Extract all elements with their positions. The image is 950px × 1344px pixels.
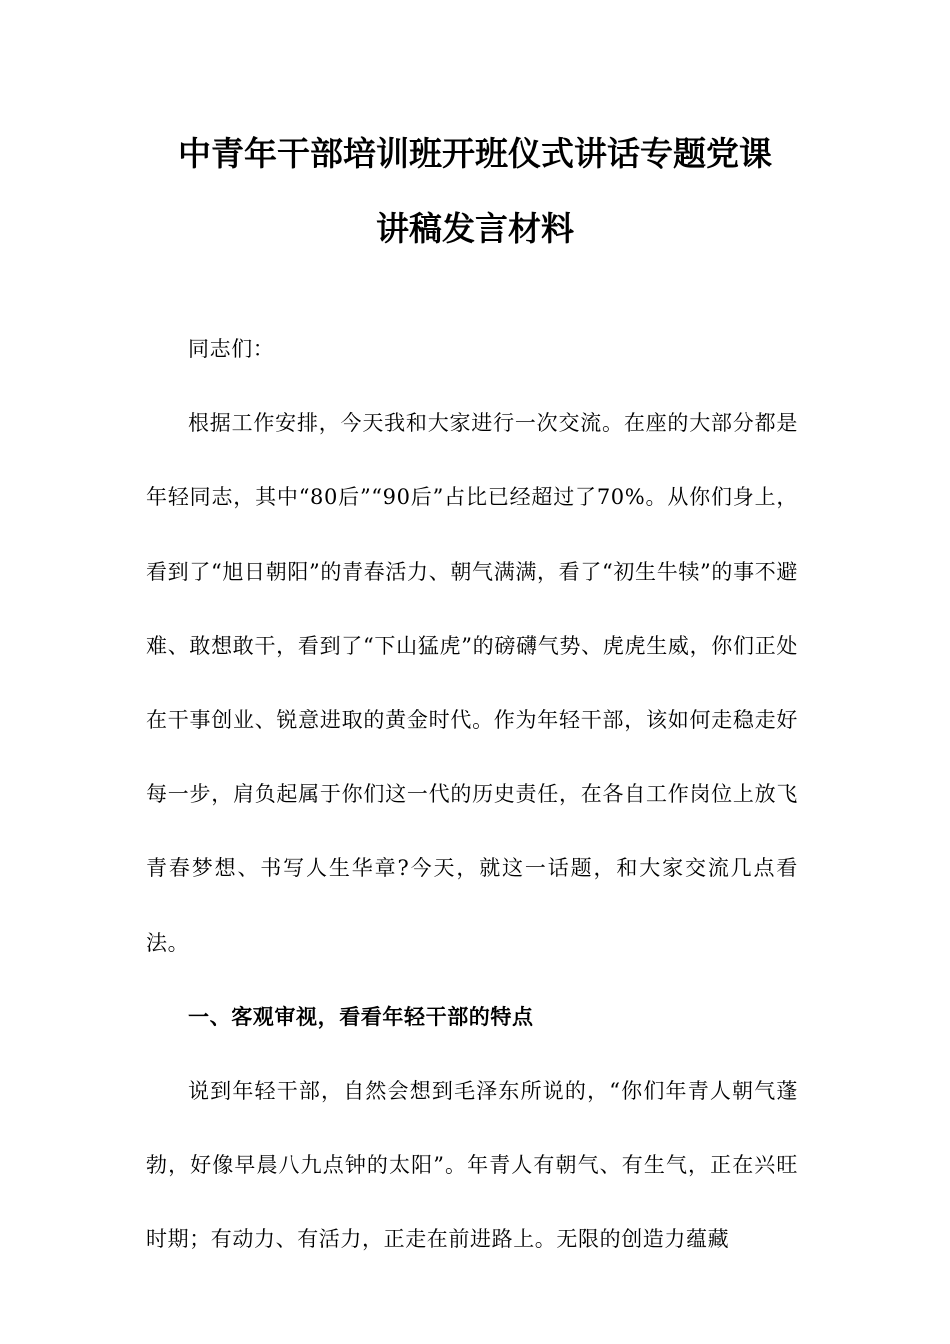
document-body	[146, 312, 798, 1277]
salutation: 同志们：	[188, 337, 275, 361]
document-title-line-1: 中青年干部培训班开班仪式讲话专题党课	[178, 134, 772, 173]
paragraph-intro: 根据工作安排，今天我和大家进行一次交流。在座的大部分都是年轻同志，其中“80后”“90后”占比已经超过了70%。从你们身上，看到了“旭日朝阳”的青春活力、朝气满满，看了“初生牛犊”的事不避难、敢想敢干，看到了“下山猛虎”的磅礴气势、虎虎生威，你们正处在干事创业、锐意进取的黄金时代。作为年轻干部，该如何走稳走好每一步，肩负起属于你们这一代的历史责任，在各自工作岗位上放飞青春梦想、书写人生华章?今天，就这一话题，和大家交流几点看法。	[146, 411, 798, 955]
paragraph-section-1: 说到年轻干部，自然会想到毛泽东所说的，“你们年青人朝气蓬勃，好像早晨八九点钟的太阳”。年青人有朝气、有生气，正在兴旺时期；有动力、有活力，正走在前进路上。无限的创造力蕴藏	[146, 1079, 798, 1252]
section-heading: 一、客观审视，看看年轻干部的特点	[188, 1003, 534, 1029]
document-title-line-2: 讲稿发言材料	[376, 209, 574, 248]
